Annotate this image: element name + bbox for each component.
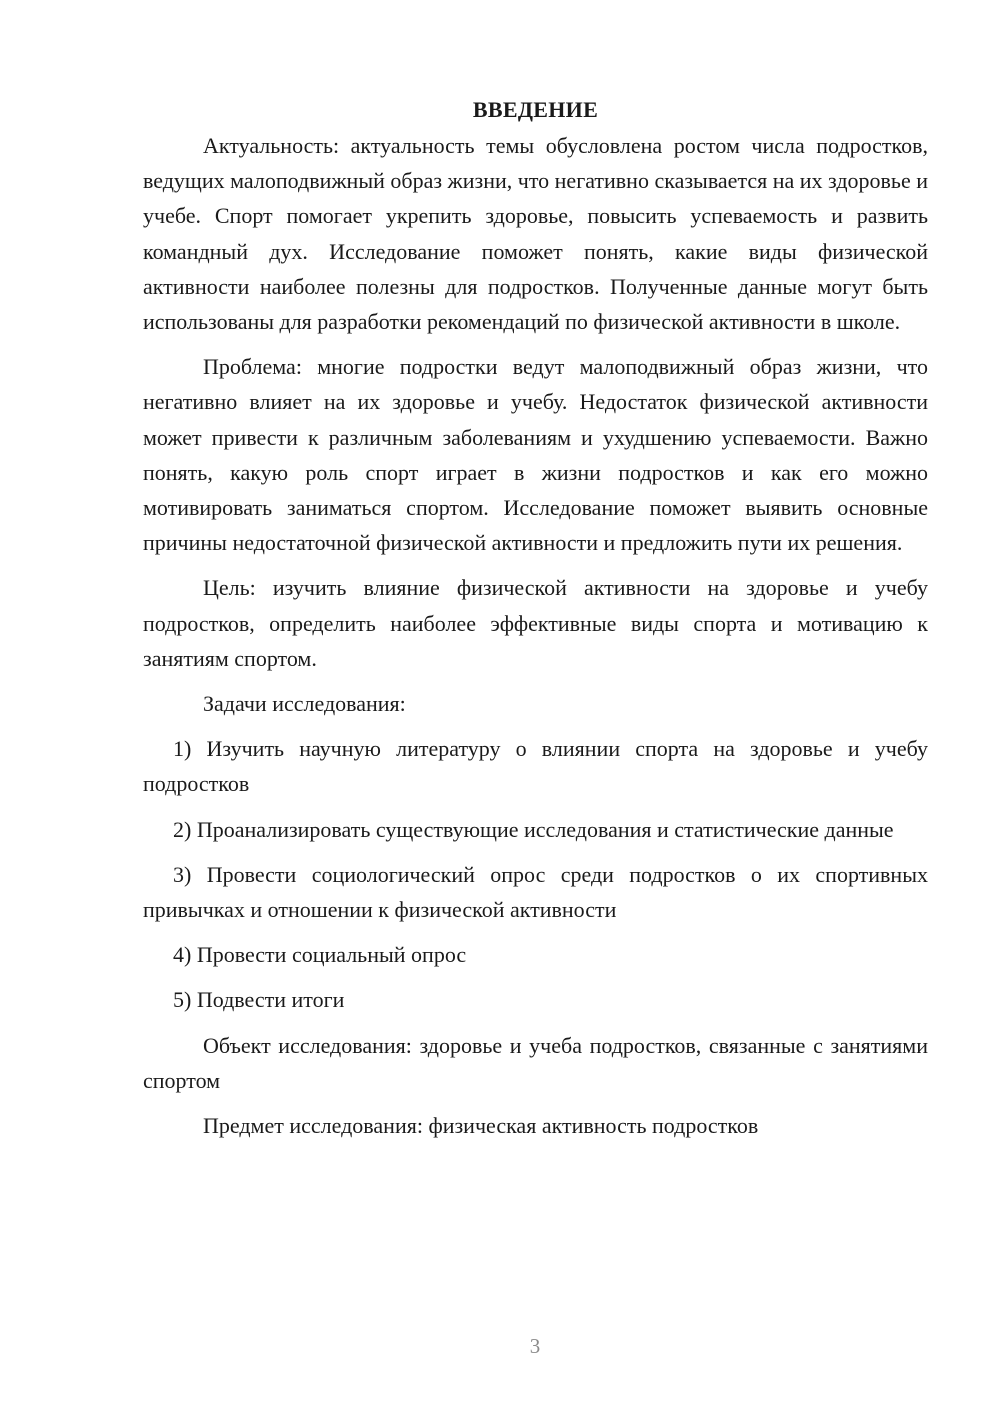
- page-number: 3: [529, 1334, 541, 1358]
- subject-paragraph: Предмет исследования: физическая активность подростков: [203, 1113, 759, 1139]
- object-paragraph: Объект исследования: здоровье и учеба подростков, связанные с занятиями спортом: [143, 1032, 928, 1093]
- section-heading: ВВЕДЕНИЕ: [472, 97, 599, 122]
- problem-paragraph: Проблема: многие подростки ведут малоподвижный образ жизни, что негативно влияет на их здоровье и учебу. Недостаток физической активности может привести к различным заболеваниям и ухудшению успеваемости. Важно понять, какую роль спорт играет в жизни подростков и как его можно мотивировать заниматься спортом. Исследование поможет выявить основные причины недостаточной физической активности и предложить пути их решения.: [143, 354, 928, 556]
- list-item: 2) Проанализировать существующие исследования и статистические данные: [173, 816, 894, 842]
- tasks-title: Задачи исследования:: [203, 691, 406, 717]
- list-item: 1) Изучить научную литературу о влиянии спорта на здоровье и учебу подростков: [143, 736, 928, 797]
- tasks-list: [143, 731, 928, 1017]
- relevance-paragraph: Актуальность: актуальность темы обусловлена ростом числа подростков, ведущих малоподвижный образ жизни, что негативно сказывается на их здоровье и учебе. Спорт помогает укрепить здоровье, повысить успеваемость и развить командный дух. Исследование поможет понять, какие виды физической активности наиболее полезны для подростков. Полученные данные могут быть использованы для разработки рекомендаций по физической активности в школе.: [143, 133, 928, 335]
- list-item: 3) Провести социологический опрос среди подростков о их спортивных привычках и отношении к физической активности: [143, 861, 928, 923]
- list-item: 5) Подвести итоги: [173, 987, 345, 1013]
- list-item: 4) Провести социальный опрос: [173, 942, 467, 968]
- document-page: [143, 92, 928, 1153]
- goal-paragraph: Цель: изучить влияние физической активности на здоровье и учебу подростков, определить наиболее эффективные виды спорта и мотивацию к занятиям спортом.: [143, 575, 928, 671]
